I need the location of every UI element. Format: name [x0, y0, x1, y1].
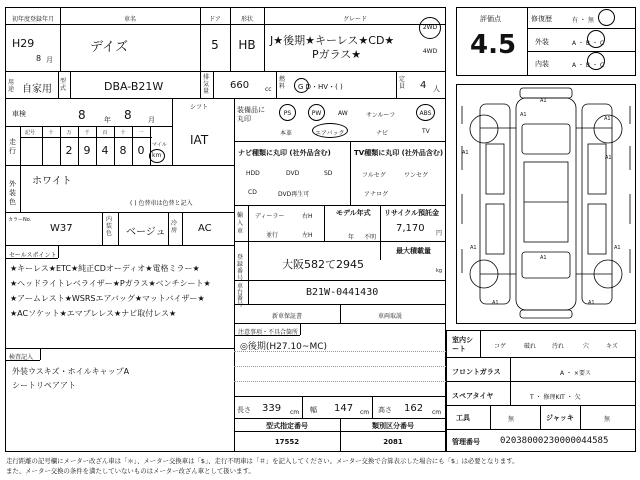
diagram-mark: A1	[540, 98, 547, 104]
model-year-unknown: 不明	[364, 234, 377, 241]
eval-score: 4.5	[470, 30, 517, 60]
sales-point-label: セールスポイント	[9, 252, 57, 259]
manual-label: 車両取説	[378, 313, 403, 320]
class-num-value: 2081	[383, 438, 403, 446]
equip-ps: PS	[283, 110, 292, 117]
import-left: 左H	[302, 232, 313, 239]
equip-aw: AW	[338, 110, 348, 117]
diagram-mark: A1	[520, 112, 527, 118]
digit-h-3: 百	[102, 130, 108, 136]
ac-label: 冷房	[171, 220, 178, 234]
model-year-unit: 年	[348, 234, 355, 241]
interior-color-label: 内装色	[106, 216, 113, 237]
shift-label: シフト	[190, 104, 209, 111]
tv-title: TV種類に丸印 (社外品含む)	[354, 149, 444, 157]
equip-leather: 本革	[280, 130, 293, 137]
width-unit: cm	[360, 409, 370, 416]
color-value: ホワイト	[32, 176, 72, 187]
notes-label: 注意事項・不具合箇所	[238, 329, 299, 336]
color-code-label: カラーNo.	[8, 217, 32, 223]
spare-tire-value: T ・ 修理KIT ・ 欠	[530, 394, 581, 401]
diagram-mark: A1	[604, 116, 611, 122]
repair-none-circle	[598, 9, 615, 26]
navi-hdd: HDD	[246, 170, 260, 177]
exterior-options: A ・ B ・ C	[572, 40, 605, 47]
chassis-label: 車台番号	[237, 283, 244, 308]
capacity-unit: 人	[433, 85, 440, 93]
seat-item: キズ	[606, 343, 618, 350]
height-unit: cm	[432, 409, 442, 416]
sales-line: ★ACソケット★エマブレレス★ナビ取付レス★	[10, 309, 177, 318]
first-reg-label: 初年度登録年月	[11, 16, 54, 23]
plate-label: 登録番号	[237, 254, 244, 282]
equip-abs: ABS	[419, 110, 432, 117]
fuel-label: 燃料	[279, 76, 286, 90]
unit-km: km	[152, 152, 162, 159]
warranty-label: 新車保証書	[272, 313, 303, 320]
inspection-year: 8	[78, 108, 86, 122]
import-right: 右H	[302, 213, 313, 220]
mileage-digit: 2	[65, 144, 73, 157]
unit-mile: マイル	[152, 142, 167, 148]
interior-color: ベージュ	[126, 227, 166, 238]
door-label: ドア	[209, 16, 221, 23]
manage-value: 02038000230000044585	[500, 436, 609, 446]
reg-month: 8	[36, 54, 42, 63]
repair-label: 修復歴	[531, 15, 552, 23]
displacement-value: 660	[230, 80, 250, 91]
digit-h-0: 十	[48, 130, 54, 136]
record-label: 記号	[25, 130, 36, 136]
navi-dvd-play: DVD再生可	[278, 191, 310, 198]
equip-airbag: エアバック	[315, 130, 345, 137]
mileage-digit: 4	[101, 144, 109, 157]
reg-month-unit: 月	[46, 56, 53, 64]
digit-h-2: 千	[84, 130, 90, 136]
inspection-month: 8	[124, 108, 132, 122]
navi-dvd: DVD	[286, 170, 300, 177]
diagram-mark: A1	[605, 155, 612, 161]
equip-sunroof: サンルーフ	[366, 112, 396, 119]
seat-item: 汚れ	[552, 343, 565, 350]
interior-b-circle	[587, 52, 605, 70]
repair-options: 有 ・ 無	[572, 17, 594, 24]
model-label: 型式	[60, 78, 67, 92]
displacement-label: 排気量	[203, 74, 210, 95]
capacity-label: 定員	[399, 76, 406, 90]
recycle-label: リサイクル預託金	[384, 209, 440, 217]
inspection-label: 車検	[12, 110, 26, 118]
grade-line1: J★後期★キーレス★CD★	[270, 34, 395, 47]
seat-item: コゲ	[494, 343, 507, 350]
length-value: 339	[262, 403, 282, 414]
tv-fullseg: フルセグ	[362, 172, 386, 179]
max-load-unit: kg	[436, 268, 443, 274]
width-value: 147	[334, 403, 354, 414]
plate-value: 大阪582て2945	[282, 258, 364, 271]
displacement-unit: cc	[265, 86, 272, 93]
shape-label: 形状	[240, 16, 253, 23]
car-name: デイズ	[90, 40, 128, 55]
ac-value: AC	[198, 223, 212, 234]
tv-analog: アナログ	[364, 191, 389, 198]
import-parallel: 並行	[266, 232, 279, 239]
jack-label: ジャッキ	[546, 414, 574, 422]
tools-value: 無	[508, 416, 515, 423]
use-value: 自家用	[22, 84, 52, 95]
recycle-value: 7,170	[396, 223, 425, 234]
sales-line: ★キーレス★ETC★純正CDオーディオ★電格ミラー★	[10, 264, 200, 273]
interior-label: 内装	[535, 60, 549, 68]
equip-tv: TV	[422, 128, 430, 135]
seat-item: 穴	[583, 343, 590, 350]
import-dealer: ディーラー	[255, 213, 285, 220]
exterior-b-circle	[587, 30, 605, 48]
model-value: DBA-B21W	[104, 80, 164, 93]
drive-2wd: 2WD	[422, 24, 438, 31]
mileage-digit: 9	[83, 144, 91, 157]
reg-year: H29	[12, 37, 35, 50]
type-num-value: 17552	[274, 438, 300, 446]
footer-line2: また、メーター交換の条件を満たしていないものはメーター改ざん車として扱います。	[6, 467, 255, 475]
inspector-line: 外装ウスキズ・ホイルキャップA	[12, 367, 130, 376]
digit-h-5: 一	[138, 130, 144, 136]
drive-4wd: 4WD	[422, 48, 438, 55]
recycle-unit: 円	[436, 230, 443, 237]
length-label: 長さ	[237, 406, 251, 414]
class-num-label: 類別区分番号	[372, 422, 414, 430]
inspection-month-unit: 月	[148, 116, 155, 124]
spare-tire-label: スペアタイヤ	[452, 392, 494, 400]
width-label: 幅	[310, 406, 317, 414]
height-value: 162	[404, 403, 424, 414]
manage-label: 管理番号	[452, 438, 480, 446]
color-label: 外装色	[9, 180, 16, 206]
inspector-label: 検査記入	[9, 354, 34, 361]
digit-h-4: 十	[120, 130, 126, 136]
shift-value: IAT	[190, 133, 209, 147]
sales-line: ★ヘッドライトレベライザー★Pガラス★ベンチシート★	[10, 279, 211, 288]
diagram-mark: A1	[540, 255, 547, 261]
fuel-options: G D・HV・( )	[298, 83, 343, 91]
grade-line2: Pガラス★	[312, 48, 362, 61]
interior-options: A ・ B ・ C	[572, 62, 605, 69]
body-shape: HB	[238, 38, 256, 52]
jack-value: 無	[604, 416, 611, 423]
tv-oneseg: ワンセグ	[404, 172, 429, 179]
exterior-label: 外装	[535, 38, 549, 46]
digit-h-1: 万	[66, 130, 72, 136]
mileage-label: 走行	[9, 138, 16, 155]
diagram-mark: A1	[588, 300, 595, 306]
color-note: ( ) 色替車は色替と記入	[130, 200, 193, 207]
notes-value: ◎後期(H27.10~MC)	[240, 342, 327, 352]
model-year-label: モデル年式	[336, 209, 371, 217]
tools-label: 工具	[456, 414, 470, 422]
seat-item: 破れ	[524, 343, 537, 350]
equip-pw: PW	[311, 110, 322, 117]
capacity-value: 4	[420, 80, 427, 91]
eval-label: 評価点	[480, 15, 501, 23]
mileage-digit: 0	[137, 144, 145, 157]
diagram-mark: A1	[462, 150, 469, 156]
navi-title: ナビ種類に丸印 (社外品含む)	[238, 149, 331, 157]
chassis-value: B21W-0441430	[306, 287, 379, 298]
use-label: 用途	[8, 79, 15, 93]
height-label: 高さ	[378, 406, 392, 414]
inspection-year-unit: 年	[104, 116, 111, 124]
navi-sd: SD	[324, 170, 333, 177]
front-glass-value: A ・ ×要ス	[560, 370, 591, 377]
footer-line1: 走行距離の記号欄にメーター改ざん車は「＊」、メーター交換車は「$」、走行不明車は「＃」を記入してください。メーター交換で合算表示した場合にも「$」は必要となります。	[6, 457, 519, 465]
grade-label: グレード	[342, 16, 367, 23]
length-unit: cm	[290, 409, 300, 416]
type-num-label: 型式指定番号	[266, 422, 308, 430]
import-label: 輸入車	[237, 212, 244, 235]
color-code: W37	[50, 223, 73, 234]
diagram-mark: A1	[470, 245, 477, 251]
max-load-label: 最大積載量	[396, 247, 431, 255]
diagram-mark: A1	[492, 300, 499, 306]
mileage-digit: 8	[119, 144, 127, 157]
front-glass-label: フロントガラス	[452, 368, 501, 376]
door-count: 5	[211, 38, 219, 52]
sales-line: ★アームレスト★WSRSエアバッグ★マットバイザー★	[10, 294, 205, 303]
car-name-label: 車名	[123, 16, 136, 23]
inspector-line: シートリペアアト	[12, 381, 76, 390]
seat-label: 室内シート	[452, 336, 473, 353]
diagram-mark: A1	[614, 245, 621, 251]
equip-navi: ナビ	[376, 130, 389, 137]
navi-cd: CD	[248, 189, 257, 196]
equipment-title: 装備品に丸印	[237, 106, 265, 123]
